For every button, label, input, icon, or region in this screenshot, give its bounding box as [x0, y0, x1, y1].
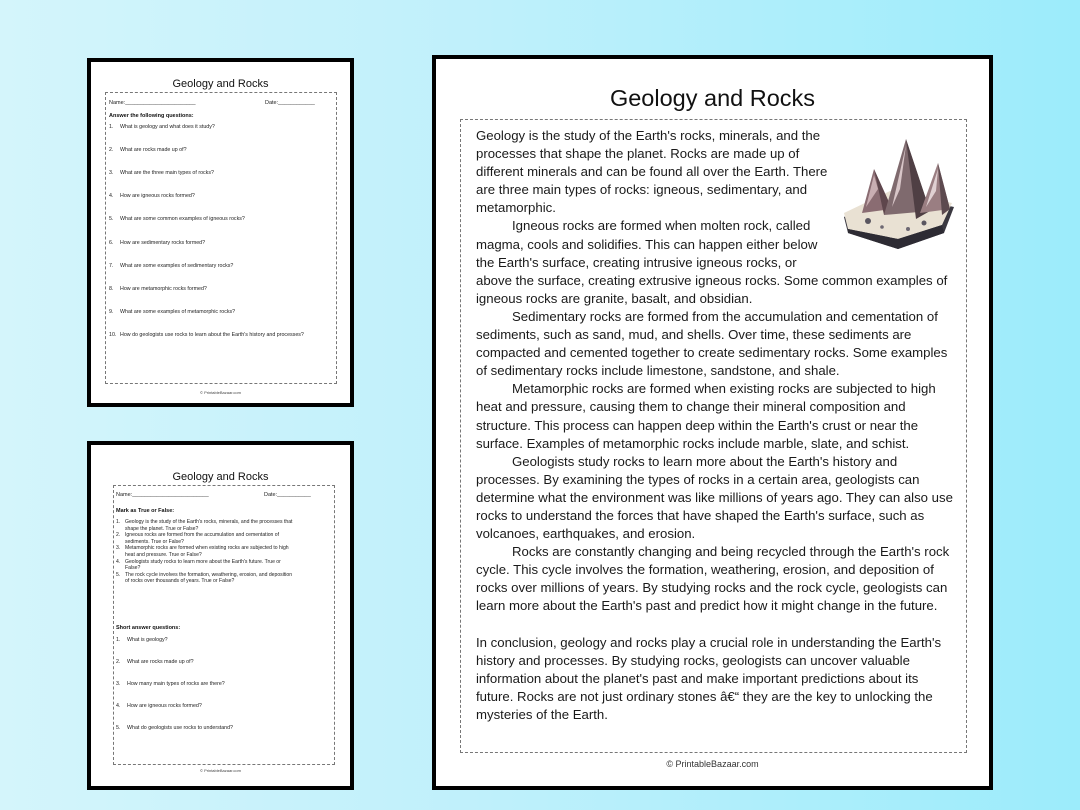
question-item: 1. What is geology and what does it study? — [109, 124, 215, 130]
question-item: 9. What are some examples of metamorphic rocks? — [109, 309, 236, 315]
reading-passage-page — [432, 55, 993, 790]
passage-conclusion: In conclusion, geology and rocks play a crucial role in understanding the Earth's history and processes. By studying rocks, geologists can uncover valuable information about the planet's past and make important predictions about its future. Rocks are not just ordinary stones â€“ they are the key to unlocking the mysteries of the Earth. — [476, 634, 942, 722]
true-false-item: 1. Geology is the study of the Earth's rocks, minerals, and the processes that shape the planet. True or False? — [116, 519, 293, 532]
worksheet-questions-footer: © PrintableBazaar.com — [200, 390, 241, 395]
question-item: 7. What are some examples of sedimentary rocks? — [109, 263, 234, 269]
passage-paragraph: Metamorphic rocks are formed when existing rocks are subjected to high heat and pressure, causing them to change their mineral composition and structure. This process can happen deep within the Earth's crust or near the surface. Examples of metamorphic rocks include marble, slate, and schist. — [476, 381, 936, 451]
date-field-label: Date:___________ — [264, 492, 311, 498]
true-false-list — [116, 519, 331, 585]
true-false-item: 4. Geologists study rocks to learn more about the Earth's future. True or False? — [116, 558, 281, 572]
short-answer-heading: Short answer questions: — [116, 625, 181, 631]
passage-footer: © PrintableBazaar.com — [666, 759, 759, 769]
passage-paragraph: Geologists study rocks to learn more about the Earth's history and processes. By examining the types of rocks in a certain area, geologists can determine what the environment was like millions of years ago. They can also use rocks to understand the forces that have shaped the Earth's surface, such as volcanoes, earthquakes, and erosion. — [476, 453, 953, 542]
question-item: 3. What are the three main types of rocks? — [109, 170, 214, 176]
name-field-label: Name:_________________________ — [116, 492, 209, 498]
passage-paragraph: Sedimentary rocks are formed from the accumulation and cementation of sediments, such as sand, mud, and shells. Over time, these sediments are compacted and cemented together to create sedimentary rocks. Some examples of sedimentary rocks include limestone, sandstone, and shale. — [476, 308, 948, 379]
question-item: 10. How do geologists use rocks to learn about the Earth's history and processes? — [109, 332, 304, 338]
rock-formation-illustration — [838, 129, 958, 251]
true-false-item: 3. Metamorphic rocks are formed when existing rocks are subjected to high heat and pressure. True or False? — [116, 545, 289, 558]
passage-body — [476, 127, 956, 724]
short-answer-item: 1. What is geology? — [116, 637, 168, 643]
short-answer-item: 3. How many main types of rocks are there? — [116, 681, 225, 687]
question-item: 5. What are some common examples of igneous rocks? — [109, 216, 245, 222]
short-answer-item: 4. How are igneous rocks formed? — [116, 703, 202, 709]
true-false-item: 5. The rock cycle involves the formation, weathering, erosion, and deposition of rocks over thousands of years. True or False? — [116, 571, 293, 585]
passage-paragraph: Igneous rocks are formed when molten rock, called magma, cools and solidifies. This can happen either below the Earth's surface, creating intrusive igneous rocks, or above the surface, creating extrusive igneous rocks. Some common examples of igneous rocks are granite, basalt, and obsidian. — [476, 218, 948, 306]
question-item: 8. How are metamorphic rocks formed? — [109, 286, 207, 292]
worksheet-truefalse-page — [87, 441, 354, 790]
passage-paragraph: Rocks are constantly changing and being recycled through the Earth's rock cycle. This cycle involves the formation, weathering, erosion, and deposition of rocks over millions of years. By studying rocks and the rock cycle, geologists can learn more about the Earth's past and predict how it might change in the future. — [476, 544, 950, 614]
passage-title: Geology and Rocks — [609, 85, 816, 111]
true-false-item: 2. Igneous rocks are formed from the accumulation and cementation of sediments. True or False? — [116, 532, 280, 545]
passage-paragraph: Geology is the study of the Earth's rocks, minerals, and the processes that shape the planet. Rocks are made up of different minerals and can be found all over the Earth. There are three main types of rocks: igneous, sedimentary, and metamorphic. — [476, 128, 828, 216]
question-item: 4. How are igneous rocks formed? — [109, 193, 195, 199]
name-field-label: Name:_______________________ — [109, 100, 196, 106]
worksheet-truefalse-title: Geology and Rocks — [172, 471, 269, 483]
short-answer-item: 5. What do geologists use rocks to understand? — [116, 725, 233, 731]
question-item: 6. How are sedimentary rocks formed? — [109, 240, 206, 246]
date-field-label: Date:____________ — [265, 100, 315, 106]
worksheet-questions-page — [87, 58, 354, 407]
question-item: 2. What are rocks made up of? — [109, 147, 187, 153]
true-false-heading: Mark as True or False: — [116, 508, 175, 514]
worksheet-questions-frame — [105, 92, 337, 384]
questions-heading: Answer the following questions: — [109, 113, 194, 119]
worksheet-questions-title: Geology and Rocks — [172, 78, 269, 90]
worksheet-truefalse-footer: © PrintableBazaar.com — [200, 768, 241, 773]
short-answer-item: 2. What are rocks made up of? — [116, 659, 194, 665]
